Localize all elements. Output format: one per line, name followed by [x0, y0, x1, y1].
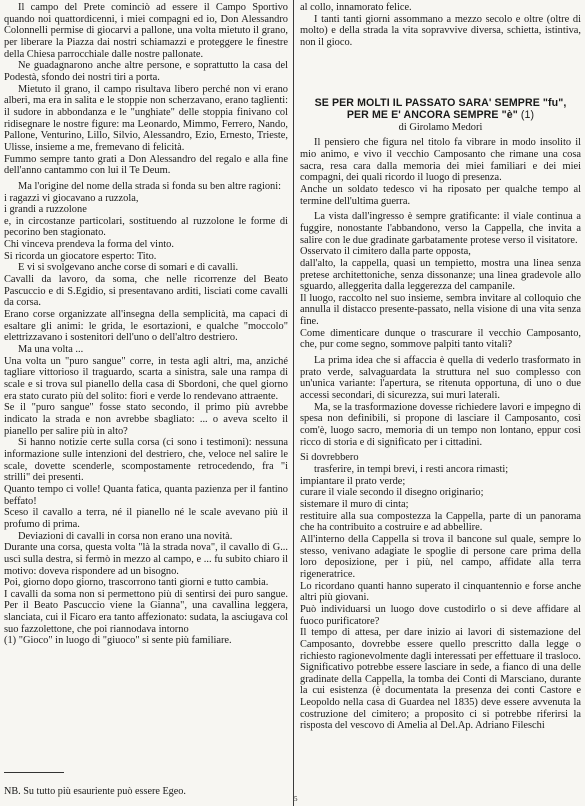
column-divider — [293, 0, 294, 806]
paragraph: All'interno della Cappella si trova il bancone sul quale, sempre lo stesso, venivano adagiate le spoglie di persone care prima della loro deposizione, per i più, nel campo, affidate alla terra rigeneratrice. — [300, 533, 581, 580]
title-footnote: (1) "Gioco" in luogo di "giuoco" si sente più familiare. — [4, 635, 232, 647]
paragraph: E vi si svolgevano anche corse di somari e di cavalli. — [18, 262, 239, 274]
paragraph: i grandi a ruzzolone — [4, 204, 87, 216]
footnote-rule — [4, 772, 64, 773]
left-column — [4, 2, 288, 647]
page-number: 5 — [294, 795, 298, 803]
paragraph: Poi, giorno dopo giorno, trascorrono tanti giorni e tutto cambia. — [4, 577, 269, 589]
paragraph: Se il "puro sangue" fosse stato secondo, il primo più avrebbe indicato la strada e non avrebbe sbagliato: ... o aveva scelto il pianello per salire più in alto? — [4, 402, 288, 437]
paragraph: Anche un soldato tedesco vi ha riposato per qualche tempo al termine dell'ultima guerra. — [300, 183, 581, 207]
paragraph: Ne guadagnarono anche altre persone, e soprattutto la casa del Podestà, sfondo dei nostri tiri a porta. — [4, 60, 288, 83]
paragraph: Deviazioni di cavalli in corsa non erano una novità. — [18, 530, 233, 542]
paragraph: i ragazzi vi giocavano a ruzzola, — [4, 192, 139, 204]
paragraph: Osservato il cimitero dalla parte opposta, — [300, 246, 471, 258]
article-title — [300, 97, 581, 121]
title-note-ref: (1) — [517, 108, 535, 121]
paragraph: Cavalli da lavoro, da soma, che nelle ricorrenze del Beato Pascuccio e di S.Egidio, si presentavano arditi, lisciati come cavalli da corsa. — [4, 274, 288, 309]
article-author: di Girolamo Medori — [398, 121, 483, 133]
paragraph: Fummo sempre tanto grati a Don Alessandro del regalo e alla fine dell'anno cantammo con lui il Te Deum. — [4, 153, 288, 177]
right-column — [300, 2, 581, 732]
paragraph: e, in circostanze particolari, sostituendo al ruzzolone le forme di pecorino ben stagionato. — [4, 215, 288, 239]
paragraph: Sceso il cavallo a terra, né il pianello né le scale avevano più il profumo di prima. — [4, 507, 288, 530]
paragraph: restituire alla sua compostezza la Cappella, parte di un panorama che ha contribuito a costruire e ad abbellire. — [300, 510, 581, 534]
paragraph: sistemare il muro di cinta; — [300, 498, 409, 510]
paragraph: La prima idea che si affaccia è quella di vederlo trasformato in prato verde, salvaguardata la struttura nel suo complesso con un'unica variante: l'apertura, se ritenuta opportuna, di uno o due accessi secondari, di sicurezza, sui muri laterali. — [300, 355, 581, 402]
paragraph: Si dovrebbero — [300, 452, 359, 464]
footnote: NB. Su tutto più esauriente può essere Egeo. — [4, 786, 186, 797]
paragraph: Ma, se la trasformazione dovesse richiedere lavori e impegno di spesa non definibili, si propone di lasciare il Camposanto, così com'è, luogo sacro, memoria di un tempo non lontano, eppur così ricco di storia e di significato per i cittadini. — [300, 401, 581, 448]
paragraph: Ma l'origine del nome della strada si fonda su ben altre ragioni: — [18, 180, 282, 192]
paragraph: Mietuto il grano, il campo risultava libero perché non vi erano alberi, ma era in salita e le stoppie non scherzavano, erano taglienti: il sudore in abbondanza e le "unghiate" delle stoppia finivano col ridisegnare le nostre figure: ma Leonardo, Mimmo, Ferrero, Nando, Pallone, Venturino, Lillo, Silvio, Alessandro, Ezio, Ernesto, Trieste, Ulisse, insieme a me, fremevano di felicità. — [4, 83, 288, 153]
article-title-line: SE PER MOLTI IL PASSATO SARA' SEMPRE "fu", — [314, 96, 567, 109]
paragraph: I tanti tanti giorni assommano a mezzo secolo e oltre (oltre di molto) e della strada la vita sopravvive diversa, schietta, istintiva, non il gioco. — [300, 13, 581, 48]
paragraph: Si hanno notizie certe sulla corsa (ci sono i testimoni): nessuna informazione sulle intenzioni del destriero, che, veloce nel salire le scale, dovette scenderle, scompostamente retrocedendo, fra "i strilli" dei presenti. — [4, 437, 288, 484]
paragraph: impiantare il prato verde; — [300, 475, 406, 487]
paragraph: Ma una volta ... — [18, 344, 84, 356]
paragraph: dall'alto, la cappella, quasi un tempietto, mostra una linea senza pretese architettoniche, senza dissonanze; una linea gradevole allo sguardo, alleggerita dalla leggerezza del campanile. — [300, 257, 581, 293]
paragraph: Il luogo, raccolto nel suo insieme, sembra invitare al colloquio che annulla il distacco presente-passato, nella visione di una vita senza fine. — [300, 292, 581, 328]
paragraph: curare il viale secondo il disegno originario; — [300, 487, 484, 499]
paragraph: Erano corse organizzate all'insegna della semplicità, ma capaci di esaltare gli animi: le grida, le esortazioni, e qualche "moccolo" elettrizzavano i sostenitori dell'uno o dell'altro destriero. — [4, 309, 288, 344]
paragraph: Come dimenticare dunque o trascurare il vecchio Camposanto, che, pur come segno, sommove palpiti tanto vitali? — [300, 327, 581, 351]
paragraph: Una volta un "puro sangue" corre, in testa agli altri, ma, anziché tagliare vittorioso il traguardo, scarta a sinistra, sale una rampa di scale e si trova sul pianello della casa di Sbordoni, che quel giorno era stato curato più del solito: fiori e verde lo rendevano attraente. — [4, 355, 288, 402]
paragraph: La vista dall'ingresso è sempre gratificante: il viale continua a fuggire, nonostante l'abbandono, verso la Cappella, che invita a salire con le due gradinate garbatamente protese verso il visitatore. — [300, 211, 581, 246]
paragraph: Lo ricordano quanti hanno superato il cinquantennio e forse anche altri più giovani. — [300, 580, 581, 604]
paragraph: Il tempo di attesa, per dare inizio ai lavori di sistemazione del Camposanto, dovrebbe essere quello prescritto dalla legge o richiesto ragionevolmente dagli interessati per effettuare il trasloco. — [300, 627, 581, 662]
paragraph: Il campo del Prete cominciò ad essere il Campo Sportivo quando noi quattordicenni, i miei compagni ed io, Don Alessandro Colonnelli permise di giocarvi a pallone, una volta mietuto il grano, per liberare la Piazza dai nostri schiamazzi e proteggere le finestre della Chiesa parrocchiale dalle nostre pallonate. — [4, 2, 288, 60]
paragraph: Il pensiero che figura nel titolo fa vibrare in modo insolito il mio animo, e vivo il vecchio Camposanto che rimane una cosa sacra, resa cara dalla memoria dei miei familiari e dei miei compagni, dei quali ricordo il luogo di presenza. — [300, 137, 581, 184]
paragraph: trasferire, in tempi brevi, i resti ancora rimasti; — [314, 464, 509, 475]
article-title-text: PER ME E' ANCORA SEMPRE "è" — [346, 108, 518, 121]
article-title-line — [300, 109, 581, 121]
paragraph: Durante una corsa, questa volta "là la strada nova", il cavallo di G... uscì sulla destra, si fermò in mezzo al campo, e ... fu subito chiaro il motivo: doveva rispondere ad un bisogno. — [4, 542, 288, 577]
paragraph: Significativo potrebbe essere lasciare in sede, a fianco di una delle gradinate della Cappella, la tomba dei Conti di Marsciano, durante la cui esistenza (è documentata la presenza dei conti Castore e Leopoldo nella casa di Guardea nel 1835) deve essere avvenuta la costruzione del cimitero; a proposito ci si potrebbe riferirsi la risposta del vescovo di Amelia al Del.Ap. Adriano Fileschi — [300, 662, 581, 732]
paragraph: Può individuarsi un luogo dove custodirlo o si deve affidare al fuoco purificatore? — [300, 603, 581, 627]
paragraph: Quanto tempo ci volle! Quanta fatica, quanta pazienza per il fantino beffato! — [4, 483, 288, 507]
paragraph: Chi vinceva prendeva la forma del vinto. — [4, 239, 174, 251]
paragraph: Si ricorda un giocatore esperto: Tito. — [4, 250, 157, 262]
paragraph: I cavalli da soma non si permettono più di sentirsi dei puro sangue. Per il Beato Pascuccio viene la Gianna", una cavallina leggera, slanciata, cui il Ficaro era tanto affezionato: sudata, la asciugava col suo fazzolettone, che poi riannodava intorno — [4, 588, 288, 635]
paragraph: al collo, innamorato felice. — [300, 2, 412, 13]
